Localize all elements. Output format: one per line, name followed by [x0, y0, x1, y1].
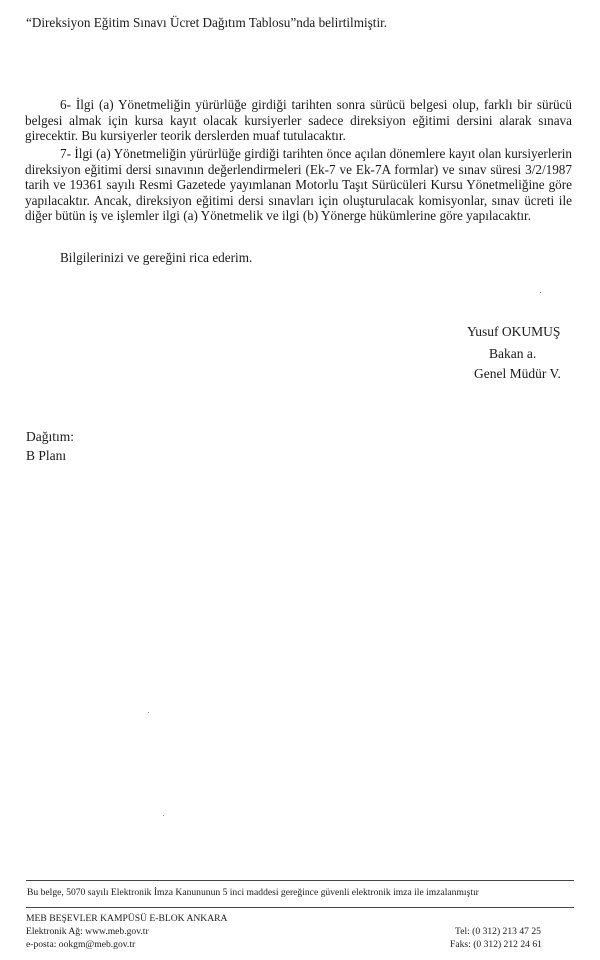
footer-fax: Faks: (0 312) 212 24 61	[450, 939, 542, 950]
paragraph-7	[25, 146, 572, 224]
footer-web: Elektronik Ağ: www.meb.gov.tr	[26, 926, 149, 937]
distribution-label: Dağıtım:	[26, 429, 74, 444]
paragraph-7-text: 7- İlgi (a) Yönetmeliğin yürürlüğe girdiği tarihten önce açılan dönemlere kayıt olan kursiyerlerin direksiyon eğitimi dersi sınavının değerlendirmeleri (Ek-7 ve Ek-7A formlar) ve sınav süresi 3/2/1987 tarih ve 19361 sayılı Resmi Gazetede yayımlanan Motorlu Taşıt Sürücüleri Kursu Yönetmeliğine göre yapılacaktır. Ancak, direksiyon eğitimi dersi sınavları için oluşturulacak komisyonlar, sınav ücreti ile diğer bütün iş ve işlemler ilgi (a) Yönetmelik ve ilgi (b) Yönerge hükümlerine göre yapılacaktır.	[25, 146, 572, 224]
distribution-block	[26, 427, 74, 465]
closing-paragraph	[25, 250, 572, 266]
paragraph-6	[25, 97, 572, 144]
scan-speck	[148, 712, 149, 713]
footer-phone: Tel: (0 312) 213 47 25	[455, 926, 541, 937]
footer-address: MEB BEŞEVLER KAMPÜSÜ E-BLOK ANKARA	[26, 913, 228, 924]
footer-email: e-posta: ookgm@meb.gov.tr	[26, 939, 136, 950]
paragraph-6-text: 6- İlgi (a) Yönetmeliğin yürürlüğe girdiği tarihten sonra sürücü belgesi olup, farklı bir sürücü belgesi almak için kursa kayıt olacak kursiyerler sadece direksiyon eğitimi dersini alarak sınava girecektir. Bu kursiyerler teorik derslerden muaf tutulacaktır.	[25, 97, 572, 144]
signatory-name: Yusuf OKUMUŞ	[467, 324, 561, 339]
continuation-line: “Direksiyon Eğitim Sınavı Ücret Dağıtım Tablosu”nda belirtilmiştir.	[26, 15, 388, 30]
footer-top-rule	[26, 880, 574, 881]
signatory-title: Bakan a.	[489, 346, 537, 361]
scan-speck	[540, 292, 541, 293]
scan-speck	[163, 815, 164, 816]
distribution-item: B Planı	[26, 448, 67, 463]
footer-bottom-rule	[26, 907, 574, 908]
e-signature-notice: Bu belge, 5070 sayılı Elektronik İmza Kanununun 5 inci maddesi gereğince güvenli elektronik imza ile imzalanmıştır	[27, 887, 479, 898]
signatory-position: Genel Müdür V.	[474, 366, 561, 381]
closing-text: Bilgilerinizi ve gereğini rica ederim.	[60, 250, 253, 265]
